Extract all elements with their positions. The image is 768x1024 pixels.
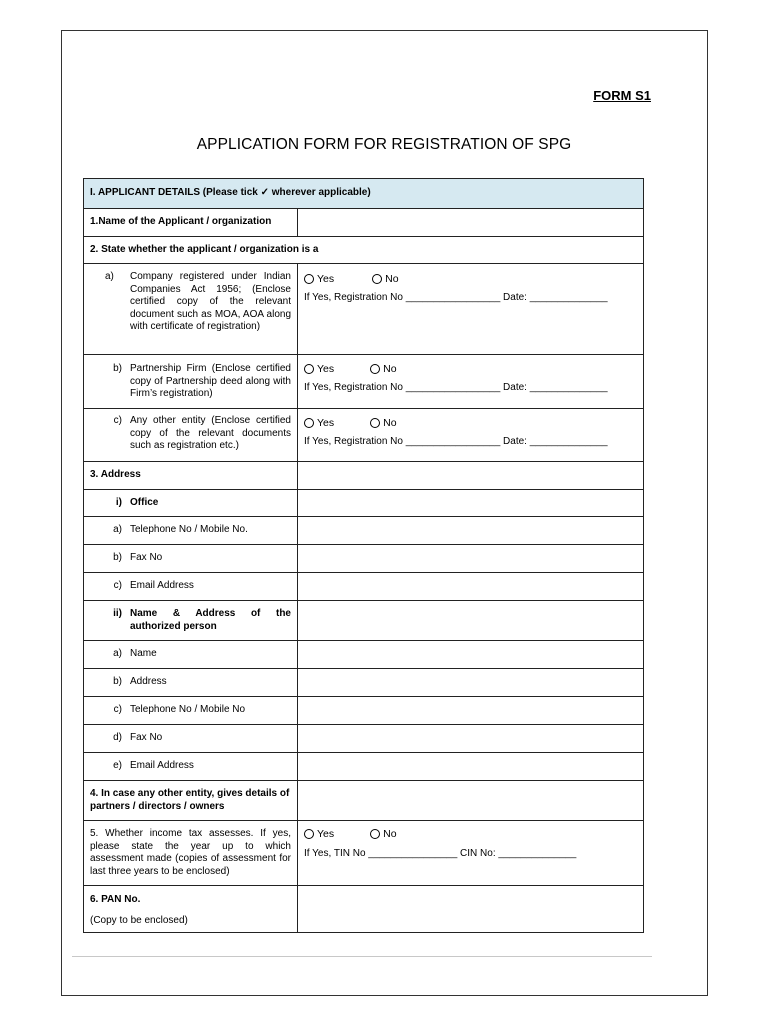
applicant-name-label: 1.Name of the Applicant / organization (84, 209, 298, 237)
authorized-label: Name & Address of the authorized person (130, 608, 291, 632)
entity-company-text: Company registered under Indian Companies Act 1956; (Enclose certified copy of the relevant document such as MOA, AOA along with certificate of registration) (130, 271, 291, 332)
field-key: b) (113, 552, 122, 564)
office-email-row (84, 573, 644, 601)
pan-label: 6. PAN No. (90, 894, 141, 905)
authorized-fax-field[interactable] (298, 725, 644, 753)
no-label: No (385, 273, 399, 285)
authorized-telephone-field[interactable] (298, 697, 644, 725)
field-key: c) (113, 704, 122, 716)
partners-field[interactable] (298, 781, 644, 821)
authorized-key: ii) (113, 608, 122, 619)
authorized-email-field[interactable] (298, 753, 644, 781)
entity-key: a) (105, 271, 114, 282)
registration-line[interactable]: If Yes, Registration No _________________ Date: ______________ (304, 291, 608, 303)
no-radio[interactable] (370, 363, 396, 376)
entity-key: b) (113, 363, 122, 374)
address-row (84, 462, 644, 490)
authorized-address-row (84, 669, 644, 697)
field-key: b) (113, 676, 122, 688)
yes-radio[interactable] (304, 417, 334, 430)
entity-key: c) (113, 415, 122, 426)
office-email-label: Email Address (130, 580, 194, 592)
entity-company-row (84, 264, 644, 355)
pan-note: (Copy to be enclosed) (90, 914, 188, 926)
office-fax-row (84, 545, 644, 573)
office-fax-field[interactable] (298, 545, 644, 573)
section-header: I. APPLICANT DETAILS (Please tick ✓ wherever applicable) (84, 179, 644, 209)
no-label: No (383, 363, 397, 375)
entity-type-label: 2. State whether the applicant / organization is a (84, 237, 644, 264)
field-key: d) (113, 732, 122, 744)
authorized-address-label: Address (130, 676, 167, 688)
no-label: No (383, 417, 397, 429)
office-telephone-field[interactable] (298, 517, 644, 545)
entity-other-answer (298, 409, 644, 462)
form-code: FORM S1 (593, 88, 651, 103)
authorized-person-row (84, 601, 644, 641)
no-radio[interactable] (370, 828, 396, 841)
no-label: No (383, 828, 397, 840)
radio-circle-icon (304, 418, 314, 428)
authorized-address-field[interactable] (298, 669, 644, 697)
authorized-name-field[interactable] (298, 641, 644, 669)
office-telephone-row (84, 517, 644, 545)
office-label: Office (130, 496, 159, 508)
section-header-row (84, 179, 644, 209)
yes-label: Yes (317, 828, 335, 840)
yes-label: Yes (317, 273, 335, 285)
field-key: c) (113, 580, 122, 592)
radio-circle-icon (304, 274, 314, 284)
registration-line[interactable]: If Yes, Registration No _________________ Date: ______________ (304, 435, 608, 447)
application-form-table (83, 178, 644, 933)
entity-company-answer (298, 264, 644, 355)
radio-circle-icon (304, 364, 314, 374)
yes-label: Yes (317, 417, 335, 429)
partners-label: 4. In case any other entity, gives details of partners / directors / owners (84, 781, 298, 821)
authorized-email-label: Email Address (130, 760, 194, 772)
office-email-field[interactable] (298, 573, 644, 601)
entity-partnership-text: Partnership Firm (Enclose certified copy of Partnership deed along with Firm’s registration) (130, 363, 291, 399)
income-tax-label: 5. Whether income tax assesses. If yes, please state the year up to which assessment made (copies of assessment for last three years to be enclosed) (84, 821, 298, 886)
yes-radio[interactable] (304, 363, 334, 376)
field-key: a) (113, 524, 122, 536)
office-fax-label: Fax No (130, 552, 163, 564)
authorized-name-row (84, 641, 644, 669)
authorized-fax-label: Fax No (130, 732, 163, 744)
tin-cin-line[interactable]: If Yes, TIN No ________________ CIN No: ______________ (304, 847, 577, 859)
registration-line[interactable]: If Yes, Registration No _________________ Date: ______________ (304, 381, 608, 393)
authorized-fax-row (84, 725, 644, 753)
authorized-name-label: Name (130, 648, 157, 660)
radio-circle-icon (370, 418, 380, 428)
no-radio[interactable] (372, 273, 398, 286)
address-label: 3. Address (84, 462, 298, 490)
authorized-email-row (84, 753, 644, 781)
field-key: e) (113, 760, 122, 772)
applicant-name-row (84, 209, 644, 237)
no-radio[interactable] (370, 417, 396, 430)
radio-circle-icon (304, 829, 314, 839)
radio-circle-icon (370, 364, 380, 374)
authorized-telephone-label: Telephone No / Mobile No (130, 704, 246, 716)
field-key: a) (113, 648, 122, 660)
office-key: i) (115, 496, 122, 508)
pan-field[interactable] (298, 886, 644, 933)
radio-circle-icon (370, 829, 380, 839)
entity-other-row (84, 409, 644, 462)
entity-partnership-answer (298, 355, 644, 409)
entity-partnership-row (84, 355, 644, 409)
yes-radio[interactable] (304, 273, 334, 286)
entity-other-text: Any other entity (Enclose certified copy of the relevant documents such as registration etc.) (130, 415, 291, 451)
office-row (84, 490, 644, 517)
radio-circle-icon (372, 274, 382, 284)
document-title: APPLICATION FORM FOR REGISTRATION OF SPG (196, 136, 572, 153)
income-tax-row (84, 821, 644, 886)
pan-row (84, 886, 644, 933)
footer-rule (72, 956, 652, 957)
entity-type-row (84, 237, 644, 264)
partners-row (84, 781, 644, 821)
yes-label: Yes (317, 363, 335, 375)
office-telephone-label: Telephone No / Mobile No. (130, 524, 248, 536)
applicant-name-field[interactable] (298, 209, 644, 237)
authorized-telephone-row (84, 697, 644, 725)
income-tax-answer (298, 821, 644, 886)
yes-radio[interactable] (304, 828, 334, 841)
